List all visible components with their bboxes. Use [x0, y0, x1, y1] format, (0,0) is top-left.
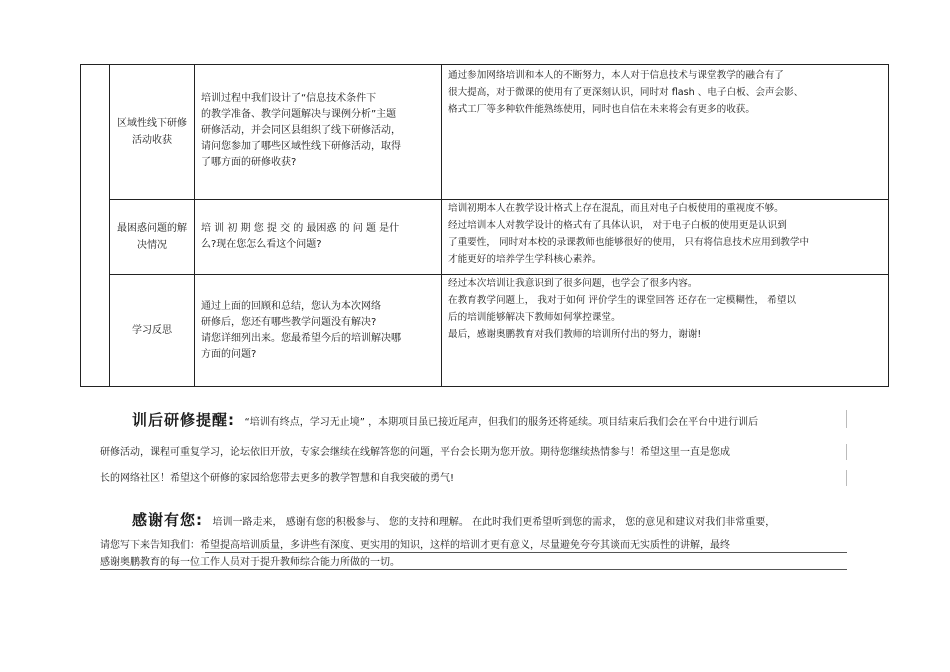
underline-rule — [205, 552, 847, 553]
underline-rule — [100, 569, 847, 570]
reminder-text-3: 长的网络社区！希望这个研修的家园给您带去更多的教学智慧和自我突破的勇气! — [100, 473, 455, 484]
reminder-line-1 — [132, 413, 882, 430]
question-text: 通过上面的回顾和总结，您认为本次网络 研修后，您还有哪些教学问题没有解决? 请您详细列出来。您最希望今后的培训解决哪 方面的问题? — [201, 300, 401, 360]
thanks-text-3: 感谢奥鹏教育的每一位工作人员对于提升教师综合能力所做的一切。 — [100, 557, 400, 568]
row-label: 学习反思 — [132, 325, 172, 336]
answer-text[interactable]: 经过本次培训让我意识到了很多问题，也学会了很多内容。 在教育教学问题上， 我对于如何 评价学生的课堂回答 还存在一定模糊性， 希望以 后的培训能够解决下教师如何掌控课堂。 最后，感谢奥鹏教育对我们教师的培训所付出的努力，谢谢! — [448, 278, 796, 340]
answer-cell[interactable] — [442, 200, 889, 275]
left-margin-cell — [81, 65, 110, 387]
thanks-heading: 感谢有您: — [132, 511, 203, 529]
question-cell — [195, 65, 442, 200]
row-label: 最困惑问题的解决情况 — [117, 223, 187, 251]
reflection-table — [80, 64, 889, 387]
thanks-text-1: 培训一路走来， 感谢有您的积极参与、 您的支持和理解。 在此时我们更希望听到您的需求， 您的意见和建议对我们非常重要， — [212, 517, 776, 528]
reminder-text-1: “培训有终点，学习无止境” ，本期项目虽已接近尾声，但我们的服务还将延续。项目结束后我们会在平台中进行训后 — [244, 417, 759, 428]
row-label-cell — [110, 275, 195, 387]
margin-rule — [846, 444, 847, 460]
reminder-line-2 — [100, 446, 850, 460]
question-text: 培 训 初 期 您 提 交 的 最困惑 的 问 题 是什 么?现在您怎么看这个问题? — [201, 223, 400, 250]
reminder-line-3 — [100, 472, 850, 486]
table-row — [81, 275, 889, 387]
row-label-cell — [110, 65, 195, 200]
question-cell — [195, 275, 442, 387]
margin-rule — [846, 470, 847, 486]
table-row — [81, 65, 889, 200]
answer-cell[interactable] — [442, 275, 889, 387]
thanks-line-3 — [100, 556, 850, 570]
row-label-cell — [110, 200, 195, 275]
question-text: 培训过程中我们设计了“信息技术条件下 的教学准备、教学问题解决与课例分析”主题 研修活动，并会同区县组织了线下研修活动， 请问您参加了哪些区域性线下研修活动，取得 了哪方面的研修收获? — [201, 93, 401, 168]
margin-rule — [846, 410, 847, 428]
thanks-text-2: 请您写下来告知我们：希望提高培训质量，多讲些有深度、更实用的知识，这样的培训才更有意义，尽量避免夸夸其谈而无实质性的讲解，最终 — [100, 540, 730, 551]
answer-text[interactable]: 通过参加网络培训和本人的不断努力，本人对于信息技术与课堂教学的融合有了 很大提高，对于微课的使用有了更深刻认识，同时对 flash 、电子白板、会声会影、 格式工厂等多种软件能熟练使用，同时也自信在未来将会有更多的收获。 — [448, 70, 804, 115]
question-cell — [195, 200, 442, 275]
reminder-heading: 训后研修提醒: — [132, 411, 235, 429]
thanks-line-1 — [132, 513, 882, 530]
reminder-text-2: 研修活动，课程可重复学习，论坛依旧开放，专家会继续在线解答您的问题，平台会长期为您开放。期待您继续热情参与！希望这里一直是您成 — [100, 447, 730, 458]
table-row — [81, 200, 889, 275]
row-label: 区域性线下研修活动收获 — [117, 118, 187, 146]
thanks-line-2 — [100, 539, 850, 553]
answer-cell[interactable] — [442, 65, 889, 200]
answer-text[interactable]: 培训初期本人在教学设计格式上存在混乱，而且对电子白板使用的重视度不够。 经过培训本人对教学设计的格式有了具体认识， 对于电子白板的使用更是认识到 了重要性， 同时对本校的录课教师也能够很好的使用， 只有将信息技术应用到教学中 才能更好的培养学生学科核心素养。 — [448, 203, 810, 265]
